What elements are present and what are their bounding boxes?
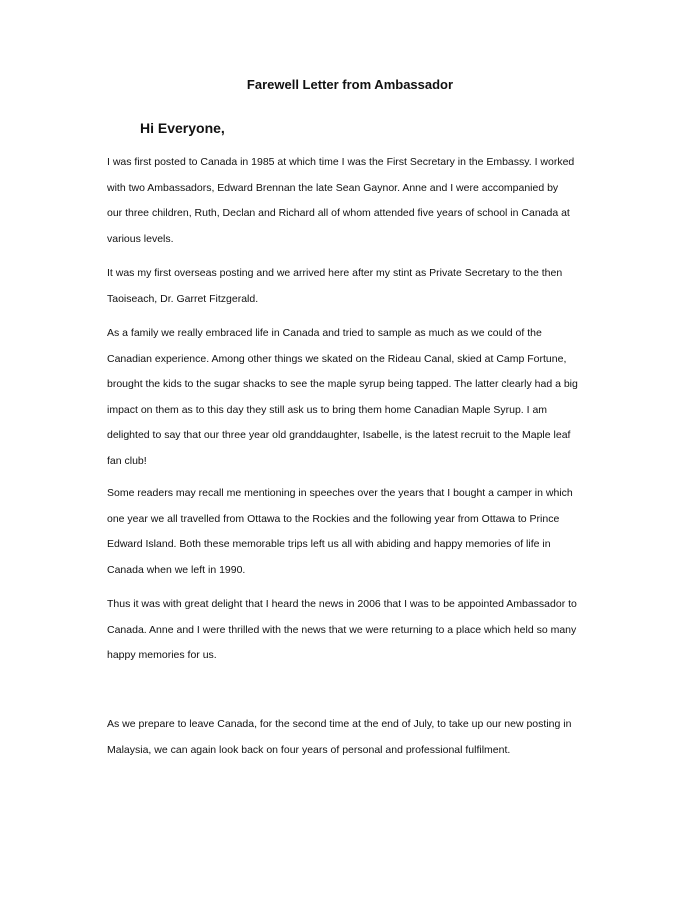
- paragraph-line: Canada. Anne and I were thrilled with the news that we were returning to a place which held so many: [107, 623, 577, 636]
- paragraph-line: happy memories for us.: [107, 649, 217, 661]
- paragraph-line: Canada when we left in 1990.: [107, 563, 246, 576]
- paragraph-3: [107, 321, 597, 474]
- paragraph-line: Malaysia, we can again look back on four years of personal and professional fulfilment.: [107, 743, 511, 756]
- paragraph-line: I was first posted to Canada in 1985 at which time I was the First Secretary in the Embassy. I worked: [107, 156, 575, 168]
- paragraph-line: Edward Island. Both these memorable trips left us all with abiding and happy memories of life in: [107, 538, 551, 550]
- paragraph-6: [107, 712, 597, 763]
- greeting: Hi Everyone,: [140, 120, 225, 136]
- paragraph-4: [107, 481, 597, 583]
- paragraph-line: one year we all travelled from Ottawa to the Rockies and the following year from Ottawa to Prince: [107, 512, 560, 525]
- paragraph-1: [107, 150, 597, 252]
- paragraph-2: [107, 261, 597, 312]
- paragraph-line: Canadian experience. Among other things we skated on the Rideau Canal, skied at Camp Fortune,: [107, 352, 567, 365]
- document-title: Farewell Letter from Ambassador: [246, 77, 454, 92]
- paragraph-line: As we prepare to leave Canada, for the second time at the end of July, to take up our new posting in: [107, 718, 572, 730]
- paragraph-line: various levels.: [107, 232, 174, 245]
- paragraph-line: our three children, Ruth, Declan and Richard all of whom attended five years of school in Canada at: [107, 207, 570, 219]
- paragraph-line: fan club!: [107, 454, 147, 467]
- paragraph-line: Thus it was with great delight that I heard the news in 2006 that I was to be appointed Ambassador to: [107, 598, 577, 610]
- paragraph-line: impact on them as to this day they still ask us to bring them home Canadian Maple Syrup. I am: [107, 403, 548, 416]
- paragraph-line: Some readers may recall me mentioning in speeches over the years that I bought a camper in which: [107, 487, 573, 499]
- paragraph-5: [107, 592, 597, 669]
- paragraph-line: Taoiseach, Dr. Garret Fitzgerald.: [107, 292, 259, 305]
- paragraph-line: It was my first overseas posting and we arrived here after my stint as Private Secretary to the then: [107, 267, 563, 279]
- paragraph-line: As a family we really embraced life in Canada and tried to sample as much as we could of the: [107, 327, 542, 339]
- paragraph-line: brought the kids to the sugar shacks to see the maple syrup being tapped. The latter clearly had a big: [107, 378, 578, 390]
- paragraph-line: delighted to say that our three year old granddaughter, Isabelle, is the latest recruit to the Maple leaf: [107, 429, 571, 441]
- paragraph-line: with two Ambassadors, Edward Brennan the late Sean Gaynor. Anne and I were accompanied by: [107, 181, 559, 194]
